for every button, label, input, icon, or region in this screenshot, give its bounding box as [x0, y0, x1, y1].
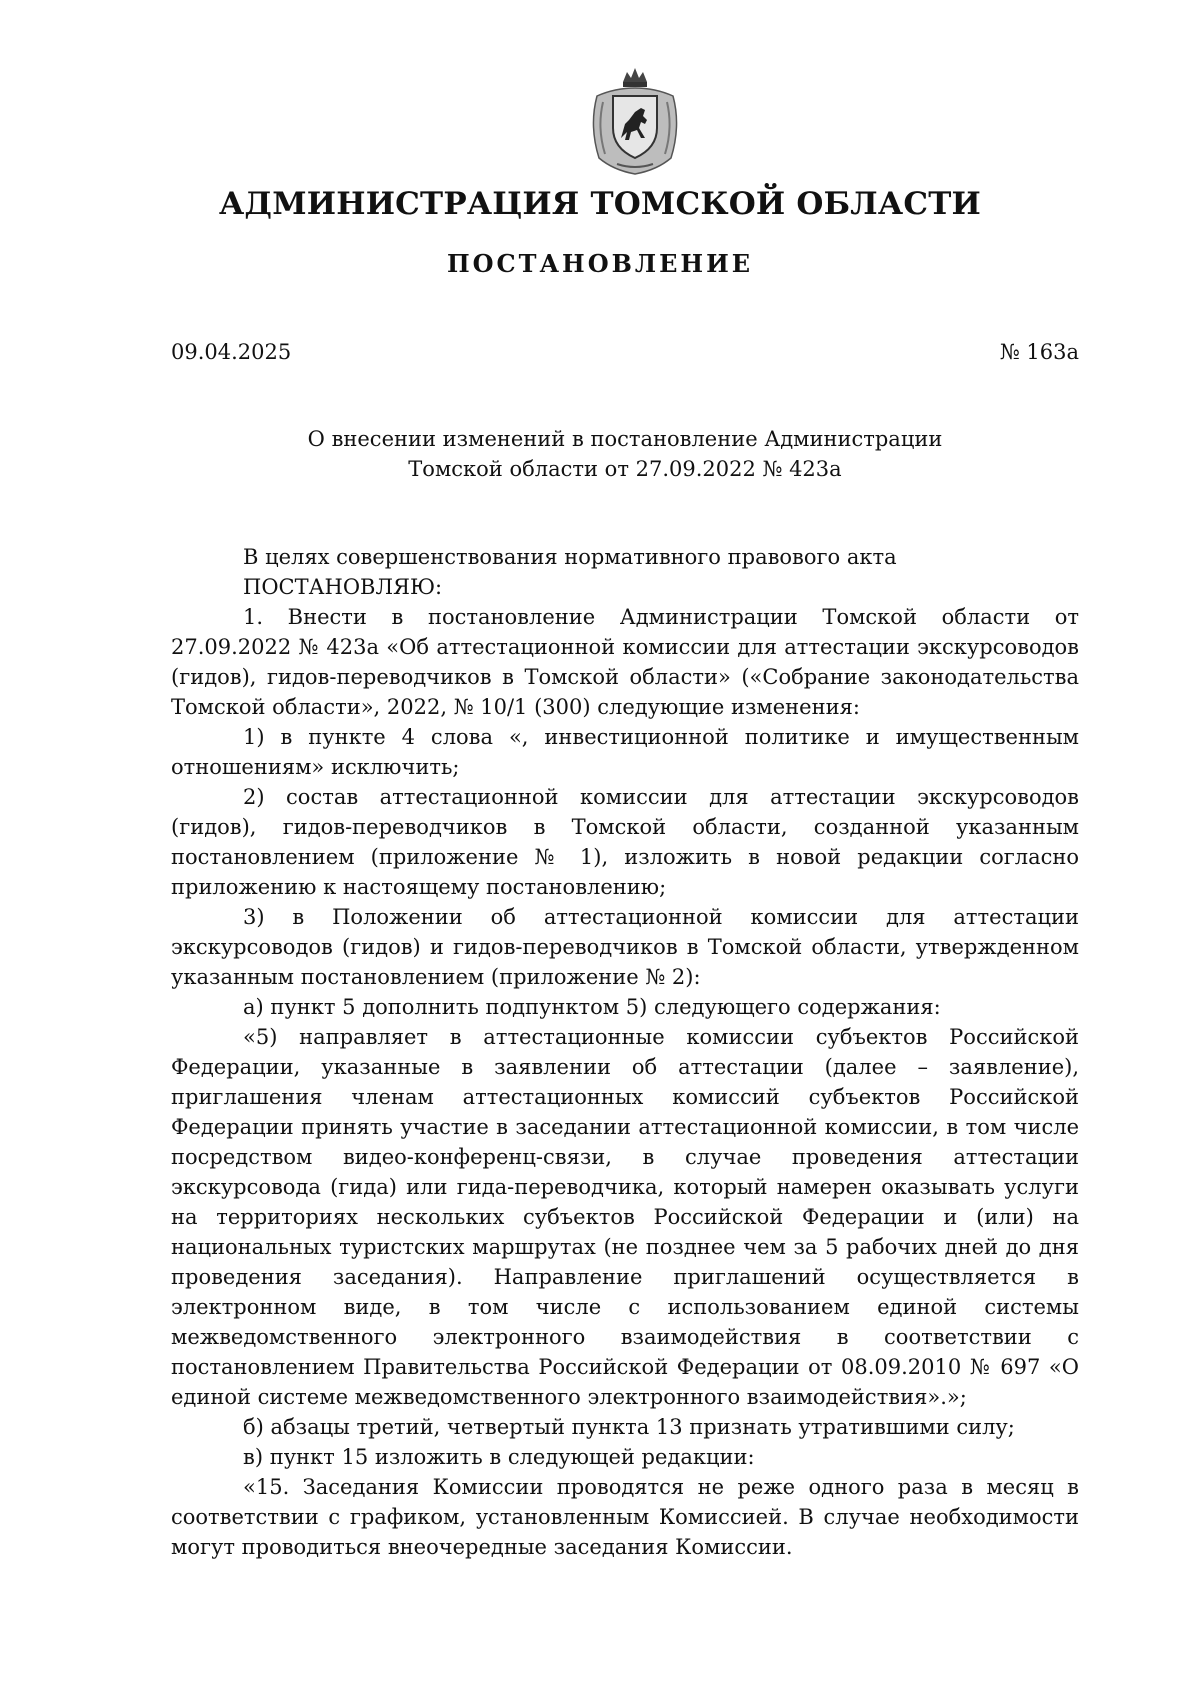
document-number: № 163а: [999, 340, 1079, 364]
document-subject: [171, 424, 1079, 484]
quoted-item-5-paragraph: «5) направляет в аттестационные комиссии субъектов Российской Федерации, указанные в заявлении об аттестации (далее – заявление), приглашения членам аттестационных комиссий субъектов Российской Федерации принять участие в заседании аттестационной комиссии, в том числе посредством видео-конференц-связи, в случае проведения аттестации экскурсовода (гида) или гида-переводчика, который намерен оказывать услуги на территориях нескольких субъектов Российской Федерации и (или) на национальных туристских маршрутах (не позднее чем за 5 рабочих дней до дня проведения заседания). Направление приглашений осуществляется в электронном виде, в том числе с использованием единой системы межведомственного электронного взаимодействия в соответствии с постановлением Правительства Российской Федерации от 08.09.2010 № 697 «О единой системе межведомственного электронного взаимодействия».»;: [171, 1025, 1079, 1409]
quoted-item-15-paragraph: «15. Заседания Комиссии проводятся не реже одного раза в месяц в соответствии с графиком, установленным Комиссией. В случае необходимости могут проводиться внеочередные заседания Комиссии.: [171, 1475, 1079, 1559]
clause-1-3-paragraph: 3) в Положении об аттестационной комиссии для аттестации экскурсоводов (гидов) и гидов-переводчиков в Томской области, утвержденном указанным постановлением (приложение № 2):: [171, 905, 1079, 989]
preamble-paragraph: В целях совершенствования нормативного правового акта: [243, 545, 897, 569]
document-date: 09.04.2025: [171, 340, 292, 364]
subject-line: О внесении изменений в постановление Администрации: [307, 427, 943, 451]
document-type: ПОСТАНОВЛЕНИЕ: [446, 249, 754, 278]
clause-1-1-paragraph: 1) в пункте 4 слова «, инвестиционной политике и имущественным отношениям» исключить;: [171, 725, 1079, 779]
document-body: [171, 542, 1079, 1562]
subclause-v-paragraph: в) пункт 15 изложить в следующей редакции:: [243, 1445, 755, 1469]
clause-1-paragraph: 1. Внести в постановление Администрации Томской области от 27.09.2022 № 423а «Об аттестационной комиссии для аттестации экскурсоводов (гидов), гидов-переводчиков в Томской области» («Собрание законодательства Томской области», 2022, № 10/1 (300) следующие изменения:: [171, 605, 1079, 719]
subclause-b-paragraph: б) абзацы третий, четвертый пункта 13 признать утратившими силу;: [243, 1415, 1015, 1439]
clause-1-2-paragraph: 2) состав аттестационной комиссии для аттестации экскурсоводов (гидов), гидов-переводчиков в Томской области, созданной указанным постановлением (приложение № 1), изложить в новой редакции согласно приложению к настоящему постановлению;: [171, 785, 1079, 899]
organization-title: АДМИНИСТРАЦИЯ ТОМСКОЙ ОБЛАСТИ: [218, 186, 981, 222]
resolve-heading: ПОСТАНОВЛЯЮ:: [243, 575, 443, 599]
subclause-a-paragraph: а) пункт 5 дополнить подпунктом 5) следующего содержания:: [243, 995, 941, 1019]
subject-line: Томской области от 27.09.2022 № 423а: [408, 457, 842, 481]
coat-of-arms-icon: [583, 66, 687, 178]
